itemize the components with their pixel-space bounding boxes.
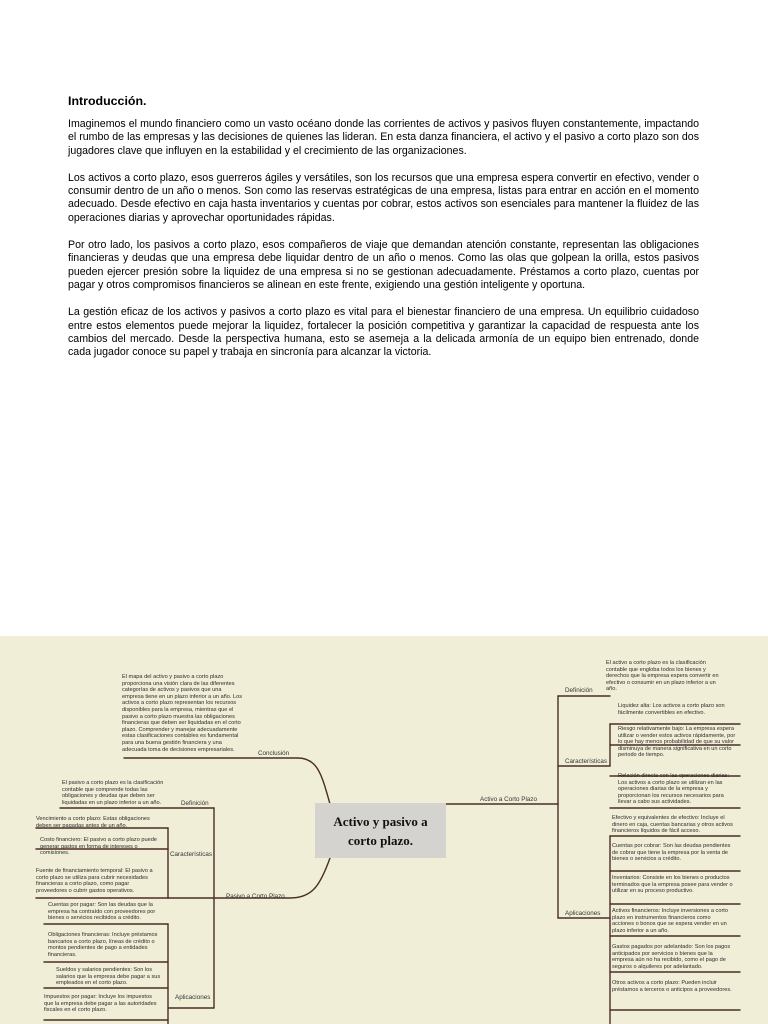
- pasivo-definition-label: Definición: [181, 800, 209, 807]
- activo-application-3: Inventarios: Consiste en los bienes o productos terminados que la empresa posee para vender o utilizar en su proceso productivo.: [612, 875, 733, 895]
- intro-paragraph-4: La gestión eficaz de los activos y pasivos a corto plazo es vital para el bienestar financiero de una empresa. Un equilibrio cuidadoso entre estos elementos puede mejorar la liquidez, fortalecer la posición competitiva y garantizar la capacidad de respuesta ante los cambios del mercado. Desde la perspectiva humana, esto se asemeja a la delicada armonía de un equipo bien entrenado, donde cada jugador conoce su papel y trabaja en sincronía para alcanzar la victoria.: [68, 306, 699, 359]
- activo-characteristic-2: Riesgo relativamente bajo: La empresa espera utilizar o vender estos activos rápidamente, por lo que hay menos probabilidad de que su valor disminuya de manera significativa en un corto periodo de tiempo.: [618, 726, 736, 759]
- activo-characteristic-1: Liquidez alta: Los activos a corto plazo son fácilmente convertibles en efectivo.: [618, 703, 725, 716]
- pasivo-characteristic-3: Fuente de financiamiento temporal: El pasivo a corto plazo se utiliza para cubrir necesidades financieras a corto plazo, como pagar proveedores o cubrir gastos operativos.: [36, 868, 153, 894]
- activo-application-2: Cuentas por cobrar: Son las deudas pendientes de cobrar que tiene la empresa por la venta de bienes o servicios a crédito.: [612, 843, 731, 863]
- activo-application-5: Gastos pagados por adelantado: Son los pagos anticipados por servicios o bienes que la empresa aún no ha recibido, como el pago de seguros o alquileres por adelantado.: [612, 944, 731, 970]
- mind-map: [0, 636, 768, 1024]
- intro-section: [68, 94, 699, 373]
- pasivo-application-2: Obligaciones financieras: Incluye préstamos bancarios a corto plazo, líneas de crédito o montos pendientes de pago a entidades financieras.: [48, 932, 158, 958]
- intro-paragraph-1: Imaginemos el mundo financiero como un vasto océano donde las corrientes de activos y pasivos fluyen constantemente, impactando el rumbo de las empresas y las decisiones de quienes las lideran. En esta danza financiera, el activo y el pasivo a corto plazo son dos jugadores clave que influyen en la estabilidad y el crecimiento de las organizaciones.: [68, 118, 699, 157]
- pasivo-definition-text: El pasivo a corto plazo es la clasificación contable que comprende todas las obligaciones y deudas que deben ser liquidadas en un plazo inferior a un año.: [62, 780, 164, 806]
- intro-title: Introducción.: [68, 94, 147, 108]
- conclusion-label: Conclusión: [258, 750, 290, 757]
- pasivo-application-1: Cuentas por pagar: Son las deudas que la empresa ha contraído con proveedores por bienes o servicios recibidos a crédito.: [48, 902, 156, 922]
- conclusion-text: El mapa del activo y pasivo a corto plazo proporciona una visión clara de las diferentes categorías de activos y pasivos que una empresa tiene en un plazo inferior a un año. Los activos a corto plazo representan los recursos disponibles para la empresa, mientras que el pasivo a corto plazo muestra las obligaciones financieras que deben ser liquidadas en el corto plazo. Comprender y manejar adecuadamente estas clasificaciones contables es fundamental para una buena gestión financiera y una adecuada toma de decisiones empresariales.: [122, 674, 243, 753]
- activo-branch-label: Activo a Corto Plazo: [480, 796, 538, 803]
- activo-characteristic-3: Relación directa con las operaciones diarias: Los activos a corto plazo se utilizan en las operaciones diarias de la empresa y proporcionan los recursos necesarios para llevar a cabo sus actividades.: [618, 773, 730, 806]
- activo-characteristics-label: Características: [565, 758, 607, 765]
- pasivo-application-3: Sueldos y salarios pendientes: Son los salarios que la empresa debe pagar a sus empleados en el corto plazo.: [56, 967, 161, 987]
- pasivo-application-4: Impuestos por pagar: Incluye los impuestos que la empresa debe pagar a las autoridades fiscales en el corto plazo.: [44, 994, 157, 1014]
- activo-application-6: Otros activos a corto plazo: Pueden incluir préstamos a terceros o anticipos a proveedores.: [612, 980, 732, 993]
- intro-paragraph-3: Por otro lado, los pasivos a corto plazo, esos compañeros de viaje que demandan atención constante, representan las obligaciones financieras y deudas que una empresa debe liquidar dentro de un año o menos. Como las olas que golpean la orilla, estos pasivos pueden ejercer presión sobre la liquidez de una empresa si no se gestionan adecuadamente. Préstamos a corto plazo, cuentas por pagar y otros compromisos financieros se alinean en este frente, exigiendo una gestión inteligente y oportuna.: [68, 239, 699, 291]
- pasivo-characteristic-2: Costo financiero: El pasivo a corto plazo puede generar gastos en forma de intereses o comisiones.: [40, 837, 157, 857]
- intro-paragraph-2: Los activos a corto plazo, esos guerreros ágiles y versátiles, son los recursos que una empresa espera convertir en efectivo, vender o consumir dentro de un año o menos. Son como las reservas estratégicas de una empresa, listas para entrar en acción en el momento adecuado. Desde efectivo en caja hasta inventarios y cuentas por cobrar, estos activos son esenciales para mantener la fluidez de las operaciones diarias y aprovechar oportunidades rápidas.: [68, 171, 699, 224]
- activo-application-1: Efectivo y equivalentes de efectivo: Incluye el dinero en caja, cuentas bancarias y otros activos financieros líquidos de fácil acceso.: [612, 815, 733, 835]
- pasivo-branch-label: Pasivo a Corto Plazo: [226, 893, 285, 900]
- pasivo-applications-label: Aplicaciones: [175, 994, 211, 1001]
- pasivo-characteristic-1: Vencimiento a corto plazo: Estas obligaciones deben ser pagadas antes de un año.: [36, 816, 150, 829]
- pasivo-characteristics-label: Características: [170, 851, 212, 858]
- activo-definition-label: Definición: [565, 687, 593, 694]
- activo-definition-text: El activo a corto plazo es la clasificación contable que engloba todos los bienes y derechos que la empresa espera convertir en efectivo o consumir en un plazo inferior a un año.: [606, 660, 719, 693]
- central-topic: Activo y pasivo a corto plazo.: [315, 803, 446, 858]
- activo-applications-label: Aplicaciones: [565, 910, 601, 917]
- activo-application-4: Activos financieros: Incluye inversiones a corto plazo en instrumentos financieros como acciones o bonos que se espera vender en un plazo inferior a un año.: [612, 908, 728, 934]
